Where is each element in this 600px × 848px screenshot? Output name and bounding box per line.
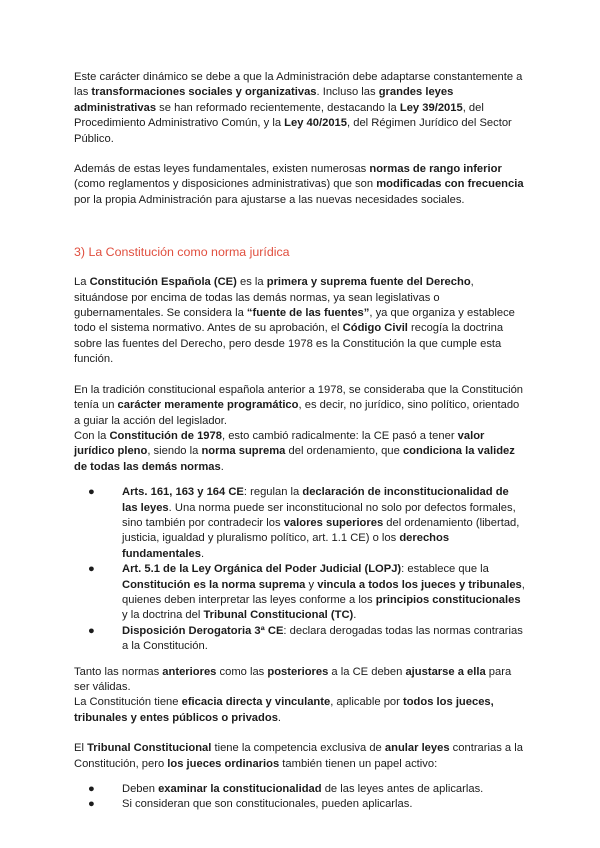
- paragraph-constitutional-court: El Tribunal Constitucional tiene la competencia exclusiva de anular leyes contrarias a la Constitución, pero los jueces ordinarios también tienen un papel activo:: [74, 742, 523, 770]
- list-item: ● Arts. 161, 163 y 164 CE: regulan la declaración de inconstitucionalidad de las leyes. Una norma puede ser inconstitucional no solo por defectos formales, sino también por contradecir los valores superiores del ordenamiento (libertad, justicia, igualdad y pluralismo político, art. 1.1 CE) o los derechos fundamentales.: [88, 486, 520, 560]
- bullet-icon: ●: [88, 486, 95, 499]
- paragraph-norms-adjust: Tanto las normas anteriores como las posteriores a la CE deben ajustarse a ella para ser válidas.: [74, 665, 512, 693]
- paragraph-direct-effect: La Constitución tiene eficacia directa y vinculante, aplicable por todos los jueces, tribunales y entes públicos o privados.: [74, 696, 494, 724]
- judges-role-list: [74, 782, 526, 813]
- paragraph-lower-norms: Además de estas leyes fundamentales, existen numerosas normas de rango inferior (como reglamentos y disposiciones administrativas) que son modificadas con frecuencia por la propia Administración para ajustarse a las nuevas necesidades sociales.: [74, 163, 524, 206]
- list-item: ● Si consideran que son constitucionales, pueden aplicarlas.: [88, 797, 526, 812]
- bullet-icon: ●: [88, 563, 95, 576]
- bullet-icon: ●: [88, 783, 95, 796]
- paragraph-programmatic-tradition: En la tradición constitucional española anterior a 1978, se consideraba que la Constitución tenía un carácter meramente programático, es decir, no jurídico, sino político, orientado a guiar la acción del legislador.: [74, 383, 524, 427]
- bullet-icon: ●: [88, 624, 95, 637]
- list-item: ● Disposición Derogatoria 3ª CE: declara derogadas todas las normas contrarias a la Constitución.: [88, 624, 523, 653]
- bullet-icon: ●: [88, 798, 95, 811]
- paragraph-admin-adaptation: Este carácter dinámico se debe a que la Administración debe adaptarse constantemente a las transformaciones sociales y organizativas. Incluso las grandes leyes administrativas se han reformado recientemente, destacando la Ley 39/2015, del Procedimiento Administrativo Común, y la Ley 40/2015, del Régimen Jurídico del Sector Público.: [74, 71, 523, 145]
- list-item: ● Art. 5.1 de la Ley Orgánica del Poder Judicial (LOPJ): establece que la Constitución es la norma suprema y vincula a todos los jueces y tribunales, quienes deben interpretar las leyes conforme a los principios constitucionales y la doctrina del Tribunal Constitucional (TC).: [88, 563, 525, 622]
- legal-basis-list: [74, 485, 526, 654]
- paragraph-constitution-1978: Con la Constitución de 1978, esto cambió radicalmente: la CE pasó a tener valor jurídico pleno, siendo la norma suprema del ordenamiento, que condiciona la validez de todas las demás normas.: [74, 429, 515, 473]
- section-heading: 3) La Constitución como norma jurídica: [74, 245, 290, 260]
- paragraph-constitution-supreme: La Constitución Española (CE) es la primera y suprema fuente del Derecho, situándose por encima de todas las demás normas, ya sean legislativas o gubernamentales. Se considera la “fuente de las fuentes”, ya que organiza y establece todo el sistema normativo. Antes de su aprobación, el Código Civil recogía la doctrina sobre las fuentes del Derecho, pero desde 1978 es la Constitución la que cumple esta función.: [74, 276, 515, 366]
- list-item: ● Deben examinar la constitucionalidad de las leyes antes de aplicarlas.: [88, 782, 526, 797]
